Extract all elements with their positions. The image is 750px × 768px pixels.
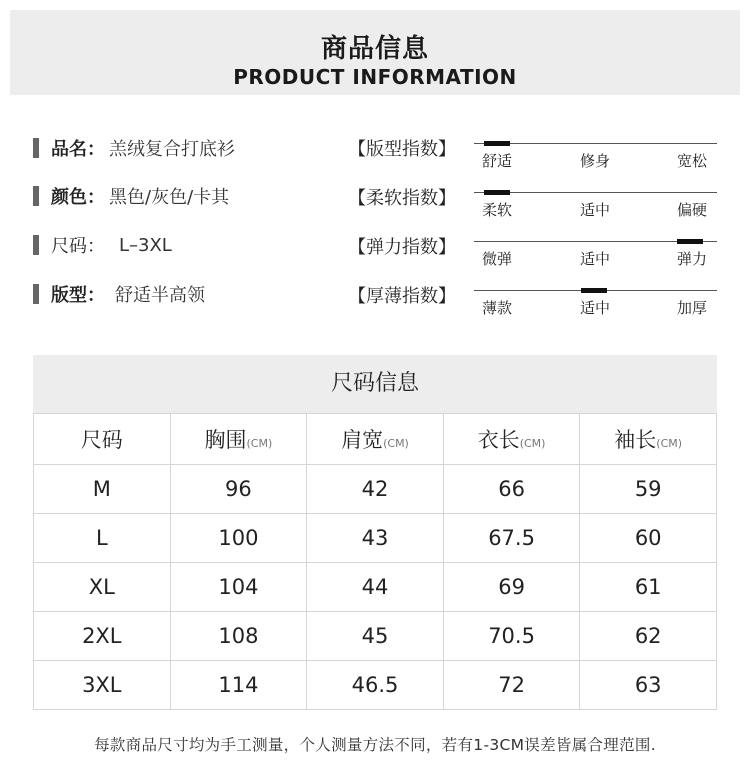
table-cell: 2XL <box>34 612 171 661</box>
column-unit: (CM) <box>246 437 273 450</box>
table-cell: 66 <box>443 465 580 514</box>
table-cell: 100 <box>170 514 307 563</box>
scale-tick: 适中 <box>580 250 611 268</box>
spec-fit <box>33 282 205 306</box>
scale-marker <box>581 288 607 293</box>
scale-line <box>474 143 717 144</box>
scale-tick: 修身 <box>580 152 611 170</box>
column-header <box>170 414 307 465</box>
bullet-bar <box>33 138 39 158</box>
column-name: 尺码 <box>80 428 123 452</box>
column-unit: (CM) <box>656 437 683 450</box>
bullet-bar <box>33 284 39 304</box>
size-table <box>33 413 717 710</box>
column-header <box>34 414 171 465</box>
column-name: 胸围 <box>204 428 247 452</box>
column-header <box>307 414 444 465</box>
table-cell: 44 <box>307 563 444 612</box>
column-name: 袖长 <box>614 428 657 452</box>
table-cell: 108 <box>170 612 307 661</box>
bullet-bar <box>33 186 39 206</box>
header-band <box>10 10 740 95</box>
table-row <box>34 563 717 612</box>
table-cell: 67.5 <box>443 514 580 563</box>
table-cell: 62 <box>580 612 717 661</box>
scale-tick: 偏硬 <box>677 201 708 219</box>
scale-tick: 弹力 <box>677 250 708 268</box>
scale-line <box>474 192 717 193</box>
spec-value: 羔绒复合打底衫 <box>109 139 235 160</box>
table-cell: 70.5 <box>443 612 580 661</box>
table-cell: M <box>34 465 171 514</box>
table-row <box>34 612 717 661</box>
column-header <box>580 414 717 465</box>
scale-tick: 微弹 <box>482 250 513 268</box>
scale-marker <box>484 190 510 195</box>
spec-value: 黑色/灰色/卡其 <box>109 187 230 208</box>
scale-tick: 舒适 <box>482 152 513 170</box>
table-cell: XL <box>34 563 171 612</box>
spec-value: L–3XL <box>119 234 172 256</box>
table-cell: 61 <box>580 563 717 612</box>
column-unit: (CM) <box>519 437 546 450</box>
table-cell: 114 <box>170 661 307 710</box>
table-cell: 96 <box>170 465 307 514</box>
spec-label: 版型： <box>51 285 105 306</box>
index-label-fit: 【版型指数】 <box>348 139 456 160</box>
table-cell: 104 <box>170 563 307 612</box>
spec-label: 品名： <box>51 139 105 160</box>
spec-product-name <box>33 136 235 160</box>
table-cell: L <box>34 514 171 563</box>
index-label-thickness: 【厚薄指数】 <box>348 286 456 307</box>
table-cell: 69 <box>443 563 580 612</box>
column-unit: (CM) <box>383 437 409 450</box>
size-table-title: 尺码信息 <box>33 355 717 413</box>
table-cell: 43 <box>307 514 444 563</box>
scale-tick: 适中 <box>580 201 611 219</box>
table-row <box>34 465 717 514</box>
column-name: 衣长 <box>477 428 520 452</box>
index-label-softness: 【柔软指数】 <box>348 188 456 209</box>
table-row <box>34 514 717 563</box>
scale-tick: 宽松 <box>677 152 708 170</box>
page-title: 商品信息 <box>320 34 429 64</box>
table-cell: 46.5 <box>307 661 444 710</box>
scale-marker <box>484 141 510 146</box>
scale-marker <box>677 239 703 244</box>
index-label-elasticity: 【弹力指数】 <box>348 237 456 258</box>
table-row <box>34 661 717 710</box>
index-scale-thickness <box>474 289 717 329</box>
spec-label: 尺码： <box>51 236 105 257</box>
table-cell: 42 <box>307 465 444 514</box>
bullet-bar <box>33 235 39 255</box>
page-subtitle: PRODUCT INFORMATION <box>233 65 517 89</box>
spec-label: 颜色： <box>51 187 105 208</box>
index-scale-fit <box>474 142 717 182</box>
spec-color <box>33 184 229 208</box>
table-header-row <box>34 414 717 465</box>
index-scale-elasticity <box>474 240 717 280</box>
measurement-note: 每款商品尺寸均为手工测量，个人测量方法不同，若有1-3CM误差皆属合理范围. <box>94 736 656 754</box>
column-header <box>443 414 580 465</box>
spec-value: 舒适半高领 <box>115 285 205 306</box>
index-scale-softness <box>474 191 717 231</box>
column-name: 肩宽 <box>341 428 384 452</box>
scale-tick: 柔软 <box>482 201 513 219</box>
table-cell: 63 <box>580 661 717 710</box>
table-cell: 59 <box>580 465 717 514</box>
table-cell: 3XL <box>34 661 171 710</box>
spec-size <box>33 233 172 257</box>
scale-tick: 薄款 <box>482 299 513 317</box>
scale-tick: 适中 <box>580 299 611 317</box>
table-cell: 60 <box>580 514 717 563</box>
table-cell: 45 <box>307 612 444 661</box>
table-cell: 72 <box>443 661 580 710</box>
scale-tick: 加厚 <box>677 299 708 317</box>
